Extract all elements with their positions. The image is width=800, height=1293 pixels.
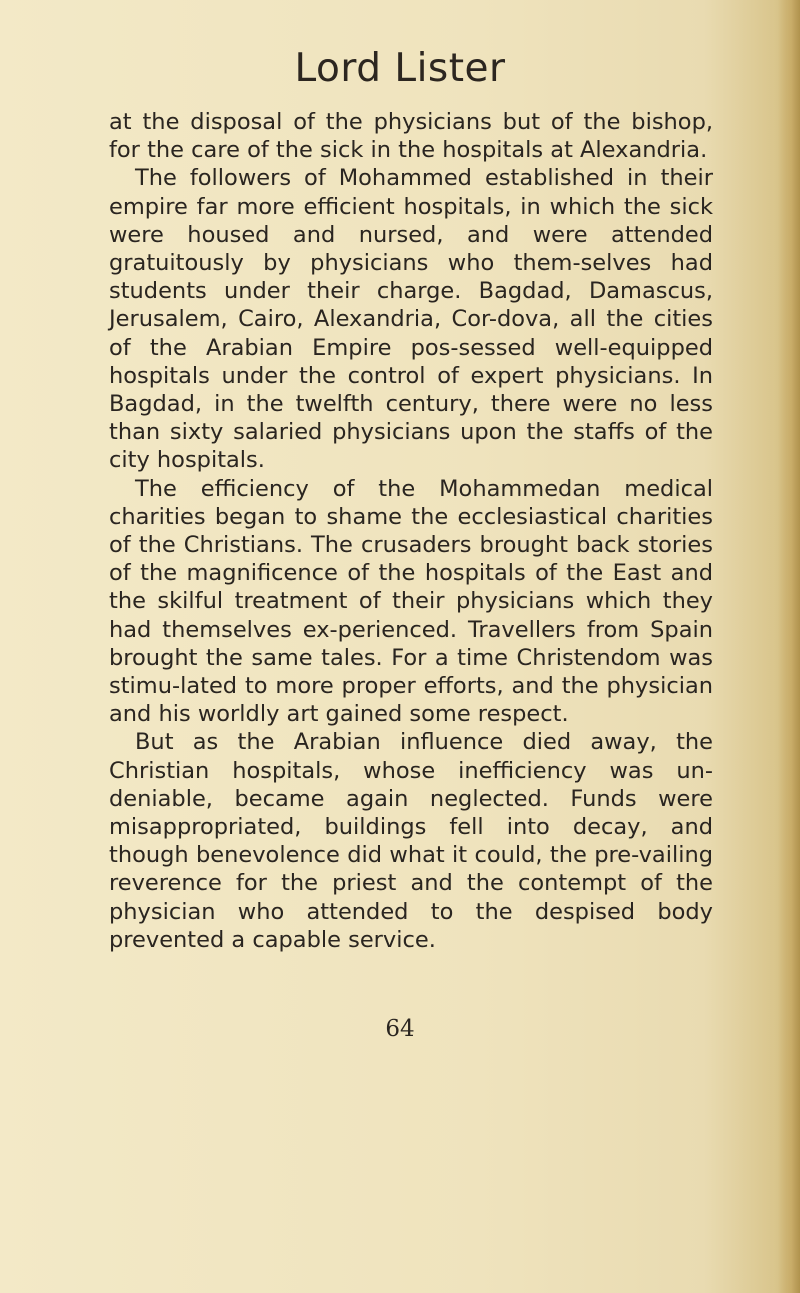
paragraph-3: The efficiency of the Mohammedan medical charities began to shame the ecclesiastical charities of the Christians. The crusaders brought back stories of the magnificence of the hospitals of the East and the skilful treatment of their physicians which they had themselves ex-perienced. Travellers from Spain brought the same tales. For a time Christendom was stimu-lated to more proper efforts, and the physician and his worldly art gained some respect. [109,475,713,728]
body-text [109,108,713,954]
page-edge-shadow [778,0,800,1293]
running-head: Lord Lister [294,46,506,91]
page-number: 64 [385,1016,415,1042]
paragraph-4: But as the Arabian influence died away, the Christian hospitals, whose inefficiency was un-deniable, became again neglected. Funds were misappropriated, buildings fell into decay, and though benevolence did what it could, the pre-vailing reverence for the priest and the contempt of the physician who attended to the despised body prevented a capable service. [109,729,713,953]
paragraph-2: The followers of Mohammed established in their empire far more efficient hospitals, in which the sick were housed and nursed, and were attended gratuitously by physicians who them-selves had students under their charge. Bagdad, Damascus, Jerusalem, Cairo, Alexandria, Cor-dova, all the cities of the Arabian Empire pos-sessed well-equipped hospitals under the control of expert physicians. In Bagdad, in the twelfth century, there were no less than sixty salaried physicians upon the staffs of the city hospitals. [109,165,713,474]
paragraph-1: at the disposal of the physicians but of the bishop, for the care of the sick in the hospitals at Alexandria. [109,109,713,164]
